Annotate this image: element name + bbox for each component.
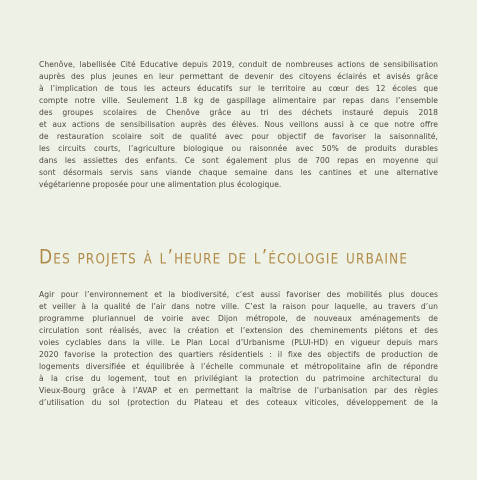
section-heading: Des projets à l’heure de l’écologie urbaine	[39, 246, 409, 269]
paragraph-line: de restauration scolaire soit de qualité avec pour objectif de favoriser la saisonnalité,	[39, 132, 438, 142]
paragraph-line: logements diversifiée et équilibrée à l’échelle communale et métropolitaine afin de répondre	[39, 362, 438, 372]
paragraph-line: auprès des plus jeunes en leur permettant de devenir des citoyens éclairés et avisés grâce	[39, 72, 438, 82]
paragraph-line: végétarienne proposée pour une alimentation plus écologique.	[39, 180, 282, 190]
paragraph-line: compte notre ville. Seulement 1.8 kg de gaspillage alimentaire par repas dans l’ensemble	[39, 96, 438, 106]
paragraph-line: les circuits courts, l’agriculture biologique ou raisonnée avec 50% de produits durables	[39, 144, 438, 154]
paragraph-line: des groupes scolaires de Chenôve grâce au tri des déchets instauré depuis 2018	[39, 108, 438, 118]
paragraph-cite-educative	[39, 59, 438, 192]
paragraph-line: voies cyclables dans la ville. Le Plan Local d’Urbanisme (PLUI-HD) en vigueur depuis mars	[39, 338, 438, 348]
paragraph-line: et aux actions de sensibilisation auprès des élèves. Nous veillons aussi à ce que notre offre	[39, 120, 438, 130]
paragraph-line: dans les assiettes des enfants. Ce sont également plus de 700 repas en moyenne qui	[39, 156, 438, 166]
paragraph-line: Chenôve, labellisée Cité Educative depuis 2019, conduit de nombreuses actions de sensibilisation	[39, 60, 438, 69]
paragraph-line: Agir pour l’environnement et la biodiversité, c’est aussi favoriser des mobilités plus douces	[39, 290, 438, 299]
paragraph-line: et veiller à la qualité de l’air dans notre ville. C’est la raison pour laquelle, au travers d’un	[39, 302, 438, 312]
paragraph-line: d’utilisation du sol (protection du Plateau et des coteaux viticoles, développement de la	[39, 398, 438, 408]
paragraph-ecologie-urbaine	[39, 289, 438, 409]
paragraph-line: à l’implication de tous les acteurs éducatifs sur le territoire au cœur des 12 écoles que	[39, 84, 438, 94]
paragraph-line: circulation sont réalisés, avec la création et l’extension des cheminements piétons et des	[39, 326, 438, 336]
paragraph-line: Vieux-Bourg grâce à l’AVAP et en permettant la maîtrise de l’urbanisation par des règles	[39, 386, 438, 396]
paragraph-line: programme pluriannuel de voirie avec Dijon métropole, de nouveaux aménagements de	[39, 314, 438, 324]
paragraph-line: à la crise du logement, tout en privilégiant la protection du patrimoine architectural du	[39, 374, 438, 384]
paragraph-line: sont désormais servis sans viande chaque semaine dans les cantines et une alternative	[39, 168, 438, 178]
paragraph-line: 2020 favorise la protection des quartiers résidentiels : il fixe des objectifs de production de	[39, 350, 438, 360]
